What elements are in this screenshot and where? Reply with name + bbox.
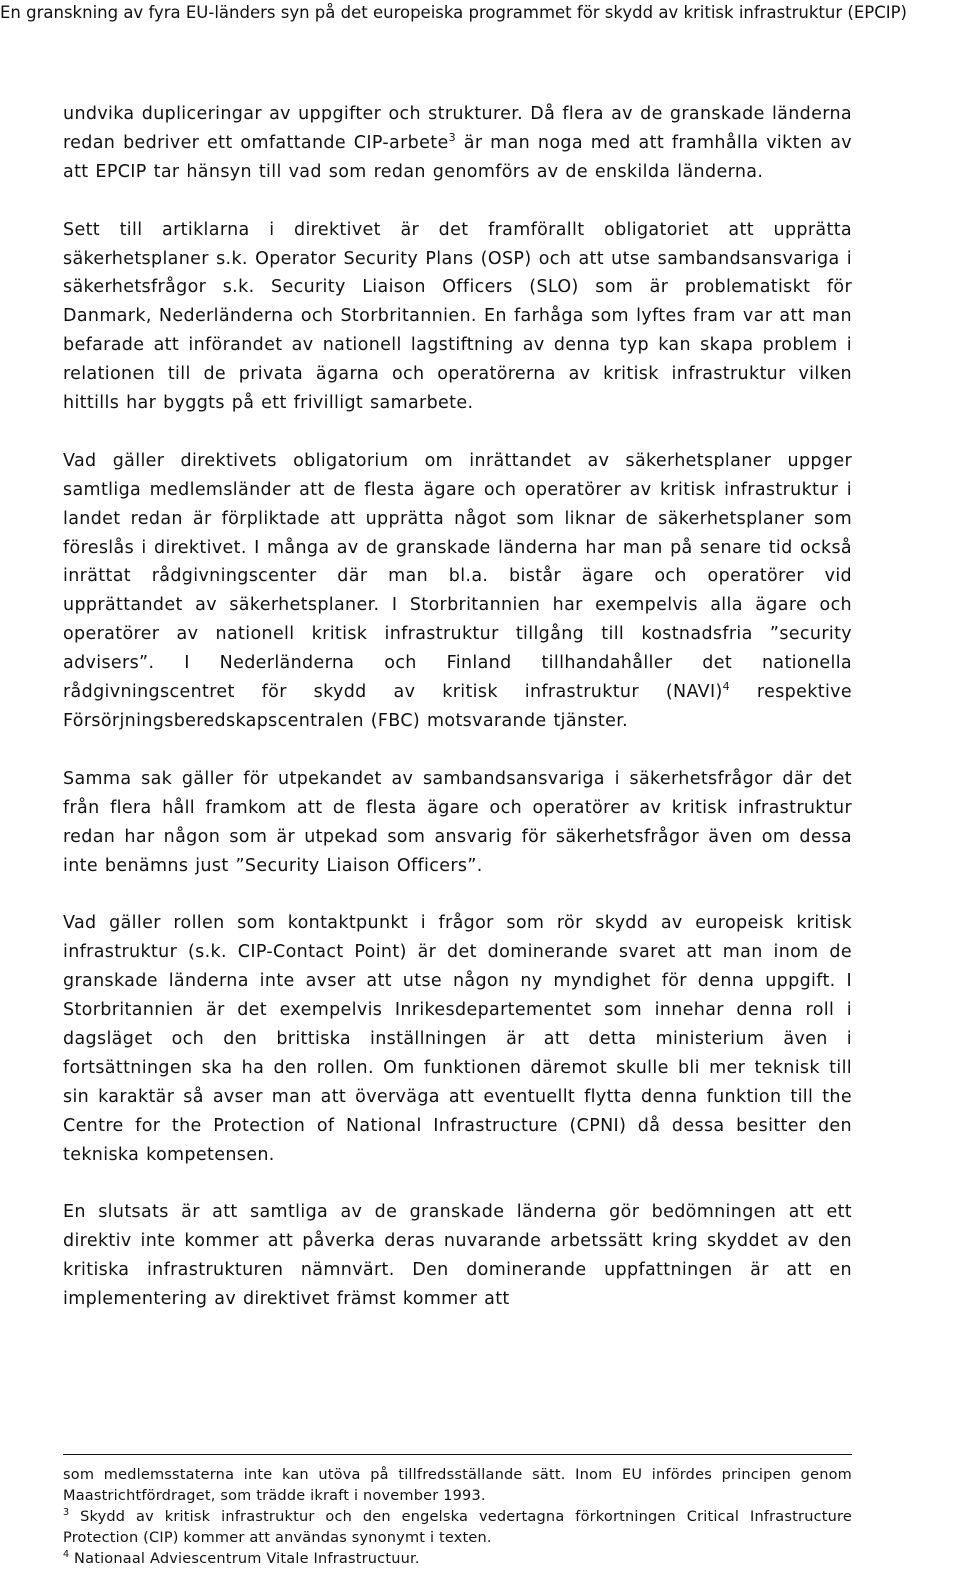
paragraph-1-text-a: undvika dupliceringar av uppgifter och strukturer. Då flera av de granskade länderna redan bedriver ett omfattande CIP-arbete [63,104,852,153]
footnote-4-number: 4 [63,1549,70,1561]
footnote-ref-3[interactable]: 3 [448,131,456,145]
footnote-divider [63,1454,852,1455]
paragraph-3-text-b: respektive Försörjningsberedskapscentralen (FBC) motsvarande tjänster. [63,682,852,731]
paragraph-5: Vad gäller rollen som kontaktpunkt i frågor som rör skydd av europeisk kritisk infrastruktur (s.k. CIP-Contact Point) är det dominerande svaret att man inom de granskade länderna inte avser att utse någon ny myndighet för denna uppgift. I Storbritannien är det exempelvis Inrikesdepartementet som innehar denna roll i dagsläget och den brittiska inställningen är att detta ministerium även i fortsättningen ska ha den rollen. Om funktionen däremot skulle bli mer teknisk till sin karaktär så avser man att överväga att eventuellt flytta denna funktion till the Centre for the Protection of National Infrastructure (CPNI) då dessa besitter den tekniska kompetensen. [63,913,852,1165]
footnote-3-number: 3 [63,1507,70,1519]
running-header: En granskning av fyra EU-länders syn på det europeiska programmet för skydd av kritisk infrastruktur (EPCIP) [0,3,907,22]
footnote-4-text: Nationaal Adviescentrum Vitale Infrastructuur. [69,1551,420,1567]
paragraph-1-text-b: är man noga med att framhålla vikten av att EPCIP tar hänsyn till vad som redan genomförs av de enskilda länderna. [63,132,852,182]
footnote-4 [63,1549,852,1570]
footnote-3-text: Skydd av kritisk infrastruktur och den engelska vedertagna förkortningen Critical Infrastructure Protection (CIP) kommer att användas synonymt i texten. [63,1509,852,1546]
footnote-ref-4[interactable]: 4 [722,680,731,694]
footnote-3 [63,1507,852,1549]
footnotes [63,1465,852,1570]
paragraph-6: En slutsats är att samtliga av de granskade länderna gör bedömningen att ett direktiv inte kommer att påverka deras nuvarande arbetssätt kring skyddet av den kritiska infrastrukturen nämnvärt. Den dominerande uppfattningen är att en implementering av direktivet främst kommer att [63,1202,852,1310]
paragraph-3-text-a: Vad gäller direktivets obligatorium om inrättandet av säkerhetsplaner uppger samtliga medlemsländer att de flesta ägare och operatörer av kritisk infrastruktur i landet redan är förpliktade att upprätta något som liknar de säkerhetsplaner som föreslås i direktivet. I många av de granskade länderna har man på senare tid också inrättat rådgivningscenter där man bl.a. bistår ägare och operatörer vid upprättandet av säkerhetsplaner. I Storbritannien har exempelvis alla ägare och operatörer av nationell kritisk infrastruktur tillgång till kostnadsfria ”security advisers”. I Nederländerna och Finland tillhandahåller det nationella rådgivningscentret för skydd av kritisk infrastruktur (NAVI) [63,450,852,703]
paragraph-4: Samma sak gäller för utpekandet av sambandsansvariga i säkerhetsfrågor där det från flera håll framkom att de flesta ägare och operatörer av kritisk infrastruktur redan har någon som är utpekad som ansvarig för säkerhetsfrågor även om dessa inte benämns just ”Security Liaison Officers”. [63,768,852,876]
paragraph-3 [63,447,852,736]
paragraph-1 [63,100,852,187]
paragraph-2: Sett till artiklarna i direktivet är det framförallt obligatoriet att upprätta säkerhetsplaner s.k. Operator Security Plans (OSP) och att utse sambandsansvariga i säkerhetsfrågor s.k. Security Liaison Officers (SLO) som är problematiskt för Danmark, Nederländerna och Storbritannien. En farhåga som lyftes fram var att man befarade att införandet av nationell lagstiftning av denna typ kan skapa problem i relationen till de privata ägarna och operatörerna av kritisk infrastruktur vilken hittills har byggts på ett frivilligt samarbete. [63,219,852,414]
footnote-continued: som medlemsstaterna inte kan utöva på tillfredsställande sätt. Inom EU infördes principen genom Maastrichtfördraget, som trädde ikraft i november 1993. [63,1467,852,1504]
body-text [63,100,852,1314]
